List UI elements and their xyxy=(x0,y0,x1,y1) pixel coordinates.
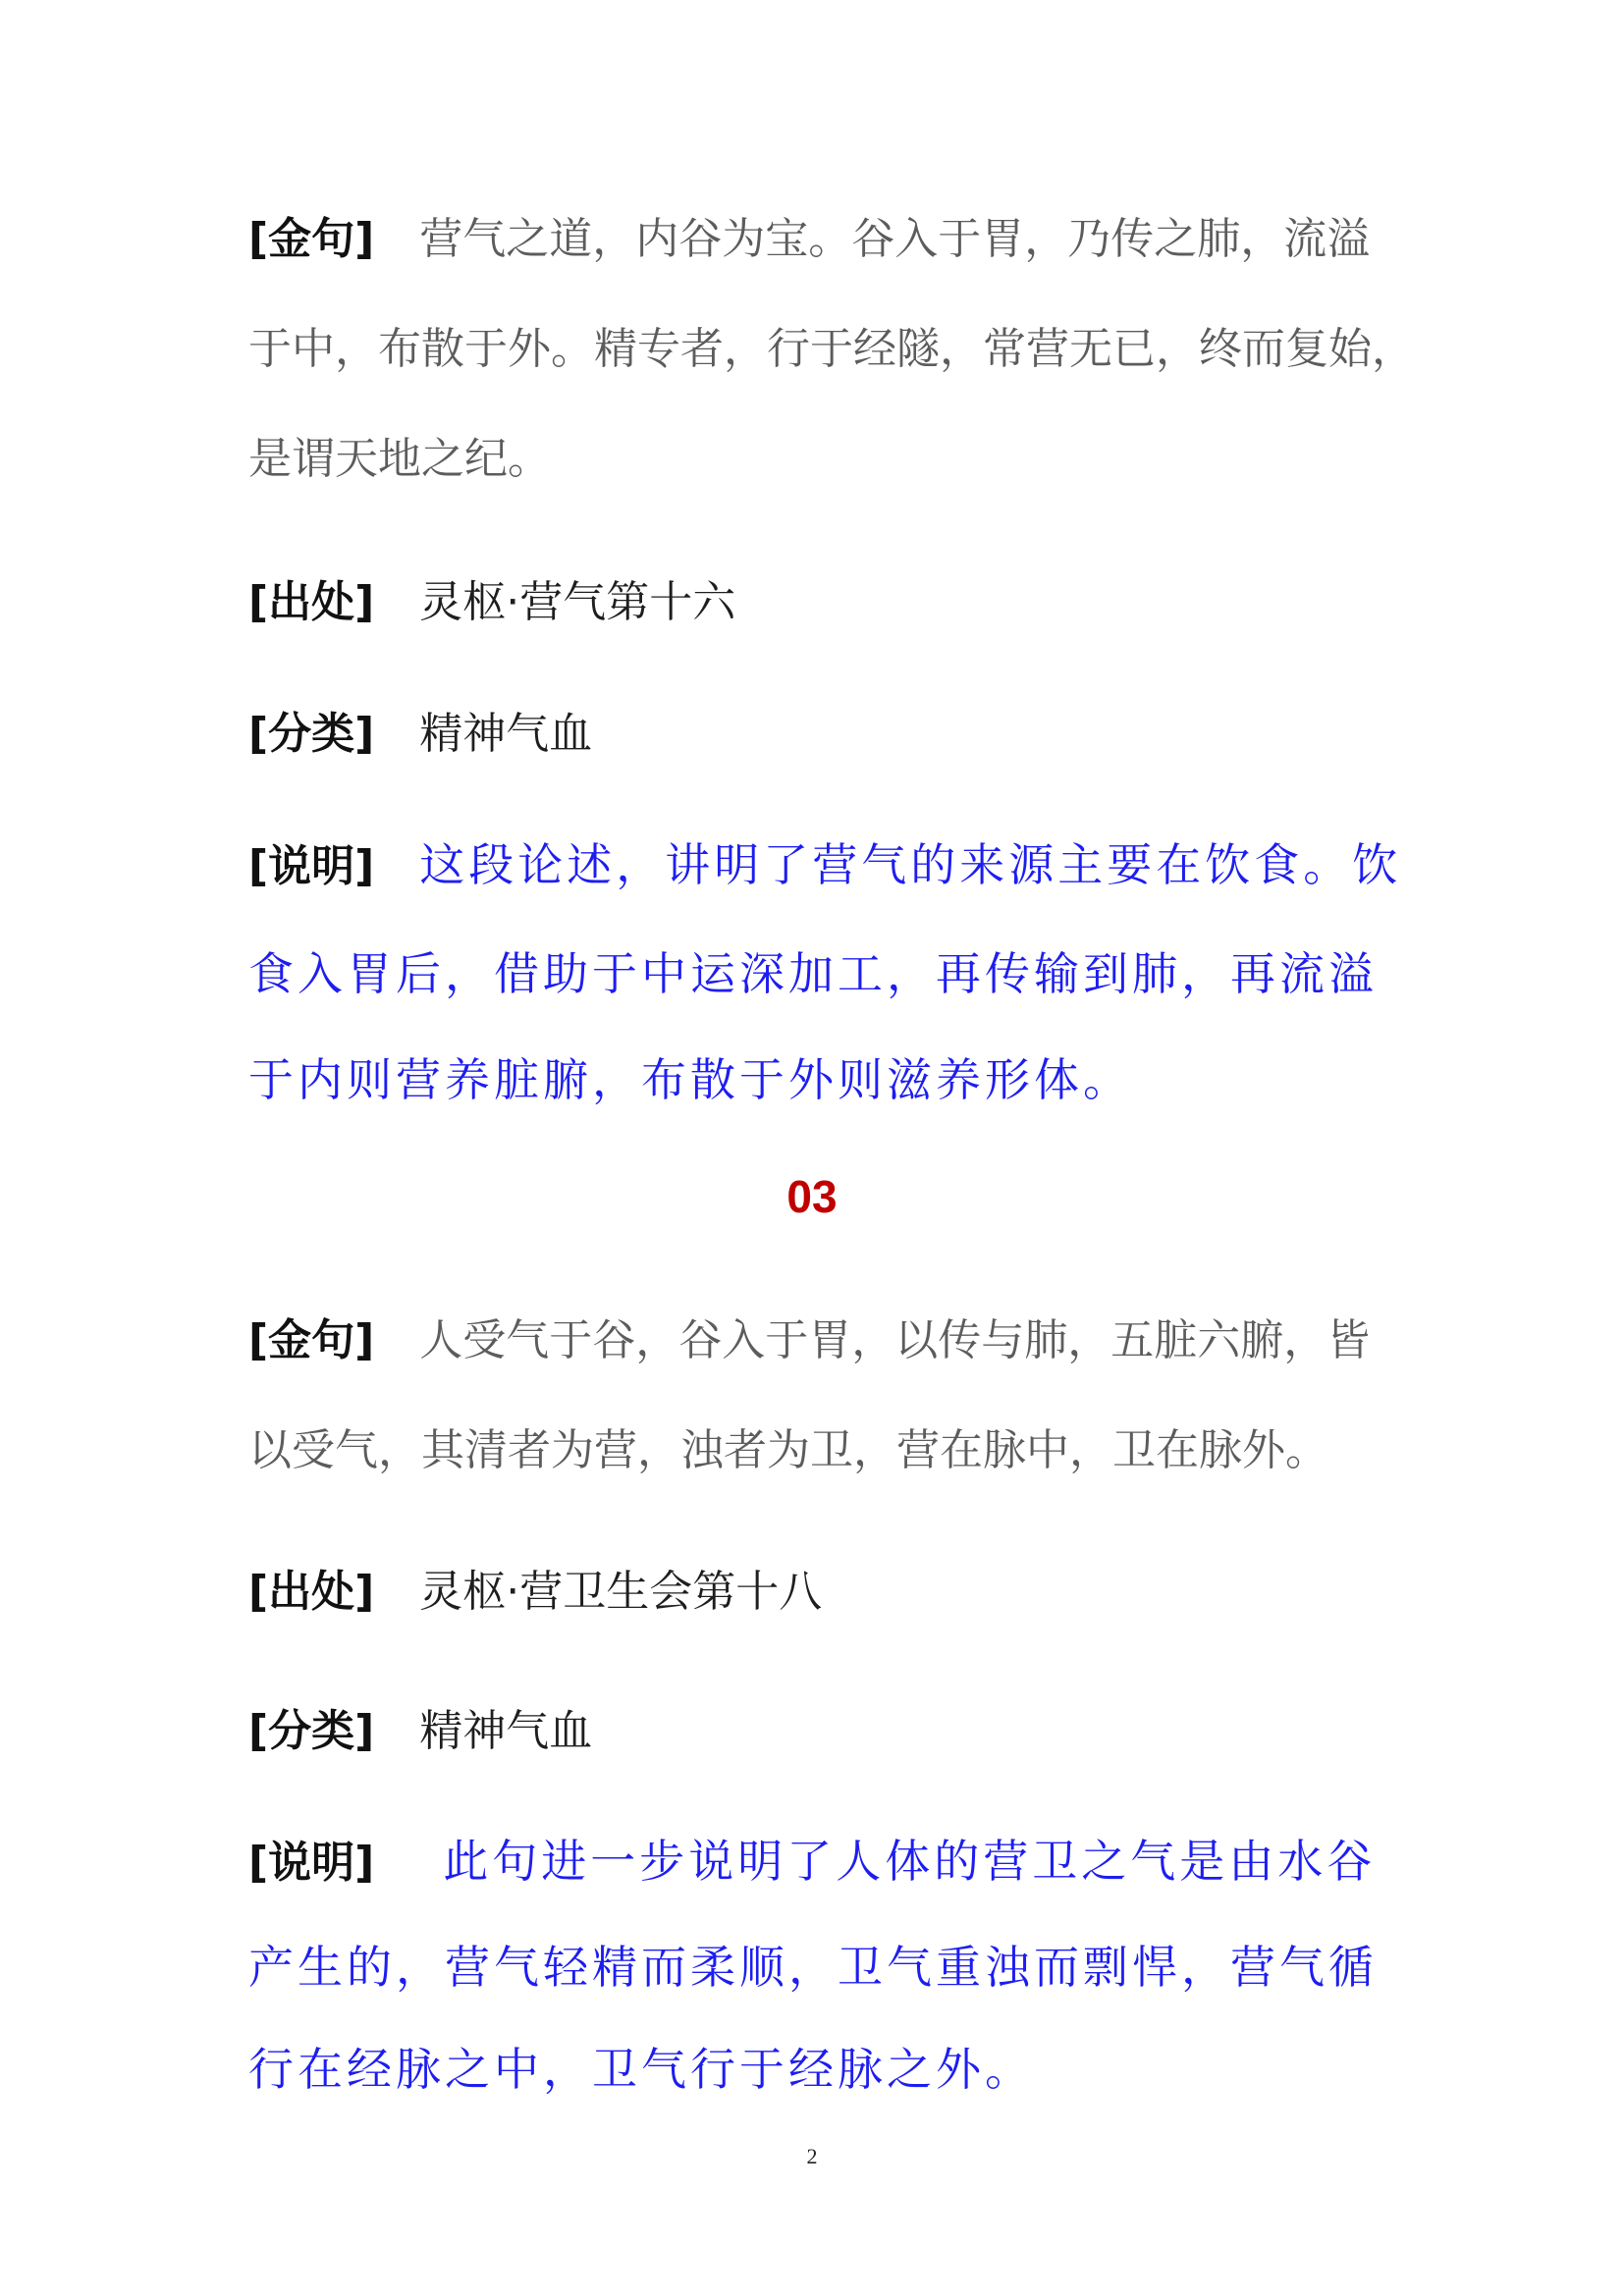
quote-line xyxy=(248,185,1387,294)
category-tag: [分类] xyxy=(248,709,375,759)
quote-line: 于中，布散于外。精专者，行于经隧，常营无已，终而复始， xyxy=(248,324,1415,374)
entry-2-category xyxy=(248,1677,1387,1787)
explain-line: 行在经脉之中，卫气行于经脉之外。 xyxy=(248,2043,1034,2096)
quote-text: 营气之道，内谷为宝。谷入于胃，乃传之肺，流溢 xyxy=(419,214,1371,264)
entry-1-quote xyxy=(248,185,1415,514)
source-text: 灵枢·营气第十六 xyxy=(419,577,736,627)
section-number: 03 xyxy=(786,1171,838,1222)
source-text: 灵枢·营卫生会第十八 xyxy=(419,1567,823,1617)
entry-1-category xyxy=(248,679,1387,789)
explain-tag: [说明] xyxy=(248,841,375,891)
explain-line: 产生的，营气轻精而柔顺，卫气重浊而剽悍，营气循 xyxy=(248,1941,1378,1994)
source-tag: [出处] xyxy=(248,577,375,627)
quote-line: 以受气，其清者为营，浊者为卫，营在脉中，卫在脉外。 xyxy=(248,1425,1328,1475)
quote-tag: [金句] xyxy=(248,214,375,264)
explain-line: 食入胃后，借助于中运深加工，再传输到肺，再流溢 xyxy=(248,947,1378,1000)
explain-line: 于内则营养脏腑，布散于外则滋养形体。 xyxy=(248,1053,1132,1106)
page-number: 2 xyxy=(806,2144,818,2168)
explain-text: 此句进一步说明了人体的营卫之气是由水谷 xyxy=(443,1835,1377,1888)
entry-2-quote xyxy=(248,1286,1387,1506)
entry-2-explanation xyxy=(248,1808,1387,2120)
explain-text: 这段论述，讲明了营气的来源主要在饮食。饮 xyxy=(419,838,1402,891)
quote-tag: [金句] xyxy=(248,1315,375,1365)
source-tag: [出处] xyxy=(248,1567,375,1617)
category-text: 精神气血 xyxy=(419,709,593,759)
quote-text: 人受气于谷，谷入于胃，以传与肺，五脏六腑，皆 xyxy=(419,1315,1371,1365)
category-text: 精神气血 xyxy=(419,1706,593,1756)
entry-1-explanation xyxy=(248,811,1402,1133)
quote-line: 是谓天地之纪。 xyxy=(248,434,551,484)
entry-1-source xyxy=(248,548,1387,658)
explain-tag: [说明] xyxy=(248,1838,375,1888)
category-tag: [分类] xyxy=(248,1706,375,1756)
entry-2-source xyxy=(248,1537,1387,1647)
